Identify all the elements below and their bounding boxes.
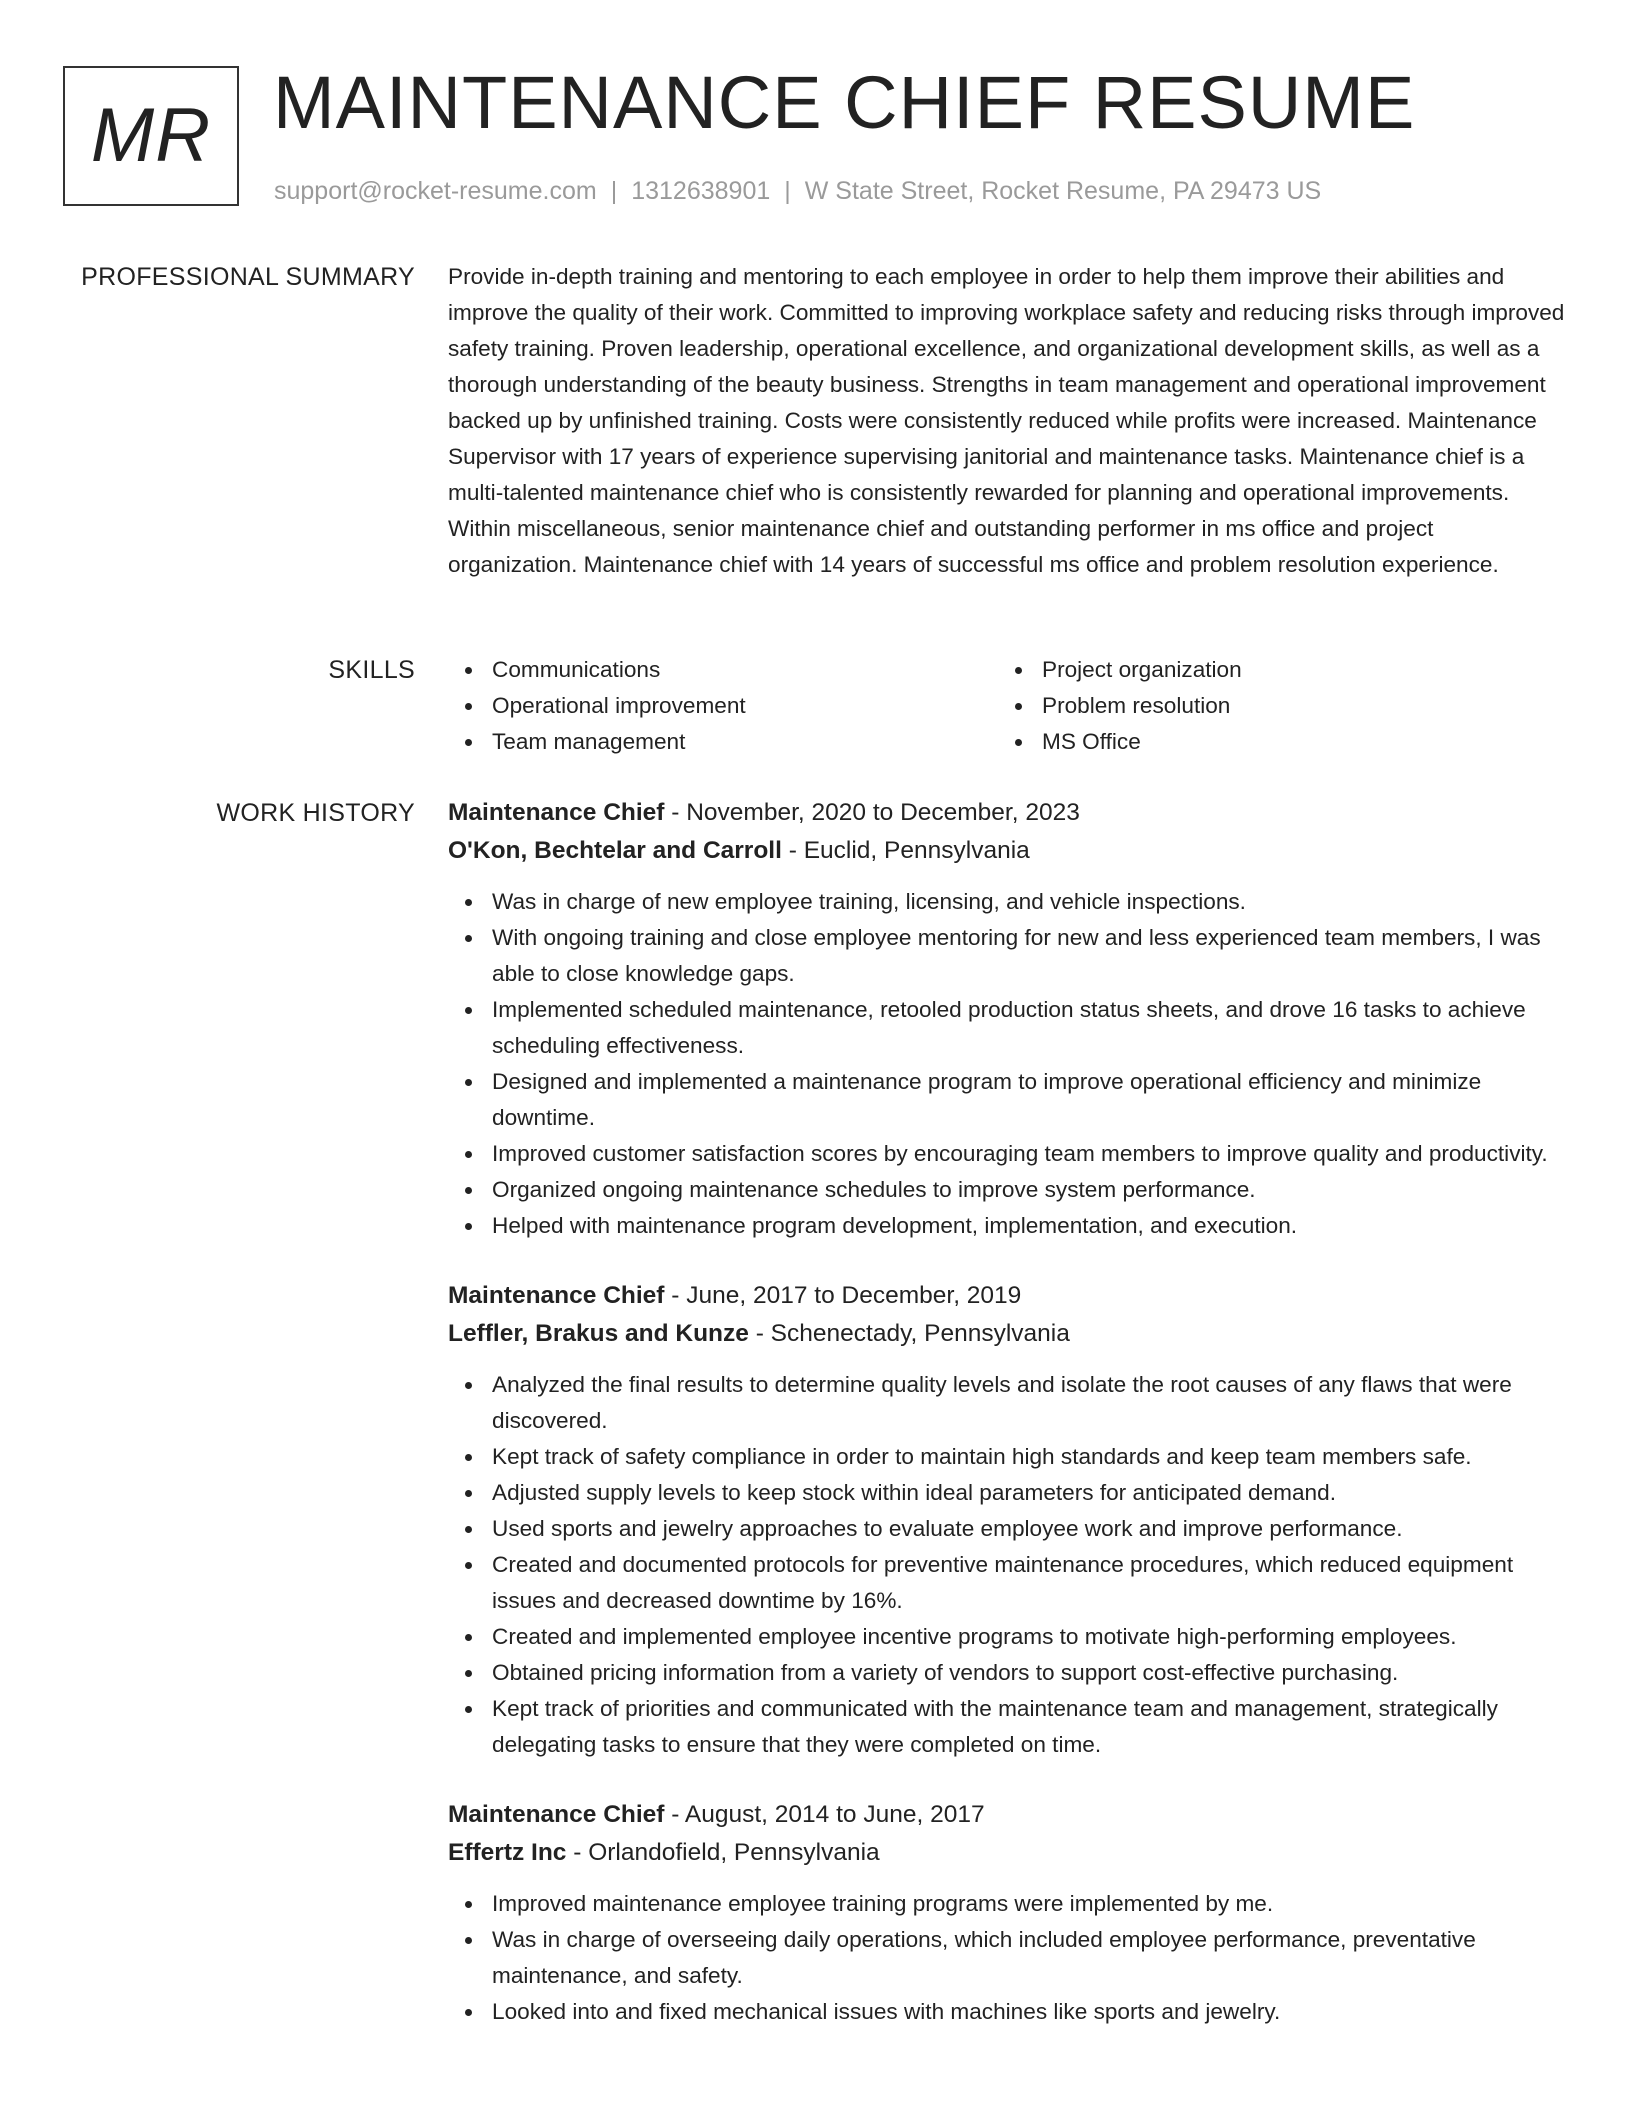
skill-item: Communications <box>448 652 998 688</box>
job-bullet: Improved maintenance employee training programs were implemented by me. <box>448 1886 1568 1922</box>
job-title-line <box>448 1796 1568 1834</box>
job-bullet: Was in charge of new employee training, licensing, and vehicle inspections. <box>448 884 1568 920</box>
job-bullets <box>448 1886 1568 2030</box>
skill-item: Operational improvement <box>448 688 998 724</box>
job-bullet: Kept track of priorities and communicated with the maintenance team and management, strategically delegating tasks to ensure that they were completed on time. <box>448 1691 1568 1763</box>
job-bullet: Used sports and jewelry approaches to evaluate employee work and improve performance. <box>448 1511 1568 1547</box>
contact-address: W State Street, Rocket Resume, PA 29473 US <box>804 177 1322 205</box>
skill-item: Problem resolution <box>998 688 1548 724</box>
contact-separator: | <box>784 177 791 205</box>
work-history-heading: WORK HISTORY <box>216 799 415 827</box>
job-company: Leffler, Brakus and Kunze <box>448 1320 749 1347</box>
job-bullet: Kept track of safety compliance in order to maintain high standards and keep team members safe. <box>448 1439 1568 1475</box>
job-bullets <box>448 1367 1568 1763</box>
job-entry <box>448 1796 1568 2030</box>
job-company: Effertz Inc <box>448 1839 567 1866</box>
job-title: Maintenance Chief <box>448 1282 665 1309</box>
job-entry <box>448 794 1568 1244</box>
job-company-line <box>448 1834 1568 1872</box>
job-bullet: Improved customer satisfaction scores by encouraging team members to improve quality and productivity. <box>448 1136 1568 1172</box>
job-company-line <box>448 1315 1568 1353</box>
job-title: Maintenance Chief <box>448 1801 665 1828</box>
job-bullet: Looked into and fixed mechanical issues with machines like sports and jewelry. <box>448 1994 1568 2030</box>
skills-grid <box>448 652 1568 760</box>
monogram-initials: MR <box>90 93 212 178</box>
job-bullet: Analyzed the final results to determine quality levels and isolate the root causes of any flaws that were discovered. <box>448 1367 1568 1439</box>
job-title-line <box>448 1277 1568 1315</box>
job-bullet: With ongoing training and close employee mentoring for new and less experienced team members, I was able to close knowledge gaps. <box>448 920 1568 992</box>
skills-column-left <box>448 652 998 760</box>
job-dates: - June, 2017 to December, 2019 <box>664 1282 1022 1309</box>
job-location: - Orlandofield, Pennsylvania <box>566 1839 880 1866</box>
job-location: - Euclid, Pennsylvania <box>781 837 1030 864</box>
skill-item: MS Office <box>998 724 1548 760</box>
job-bullet: Created and implemented employee incentive programs to motivate high-performing employees. <box>448 1619 1568 1655</box>
contact-email[interactable]: support@rocket-resume.com <box>274 177 597 205</box>
job-entry <box>448 1277 1568 1763</box>
contact-phone[interactable]: 1312638901 <box>631 177 771 205</box>
skill-item: Team management <box>448 724 998 760</box>
job-bullet: Helped with maintenance program development, implementation, and execution. <box>448 1208 1568 1244</box>
work-history-body <box>448 794 1568 2063</box>
job-title: Maintenance Chief <box>448 799 665 826</box>
monogram-box <box>63 66 239 206</box>
job-bullets <box>448 884 1568 1244</box>
job-bullet: Implemented scheduled maintenance, retooled production status sheets, and drove 16 tasks to achieve scheduling effectiveness. <box>448 992 1568 1064</box>
job-bullet: Adjusted supply levels to keep stock within ideal parameters for anticipated demand. <box>448 1475 1568 1511</box>
job-company: O'Kon, Bechtelar and Carroll <box>448 837 782 864</box>
job-bullet: Obtained pricing information from a variety of vendors to support cost-effective purchasing. <box>448 1655 1568 1691</box>
summary-body <box>448 259 1568 583</box>
skills-heading: SKILLS <box>328 656 415 684</box>
skill-item: Project organization <box>998 652 1548 688</box>
job-bullet: Designed and implemented a maintenance program to improve operational efficiency and minimize downtime. <box>448 1064 1568 1136</box>
resume-title: MAINTENANCE CHIEF RESUME <box>273 61 1416 144</box>
job-bullet: Organized ongoing maintenance schedules to improve system performance. <box>448 1172 1568 1208</box>
summary-heading: PROFESSIONAL SUMMARY <box>81 263 415 291</box>
job-title-line <box>448 794 1568 832</box>
skills-column-right <box>998 652 1548 760</box>
job-bullet: Was in charge of overseeing daily operations, which included employee performance, preventative maintenance, and safety. <box>448 1922 1568 1994</box>
job-company-line <box>448 832 1568 870</box>
contact-separator: | <box>610 177 618 205</box>
job-bullet: Created and documented protocols for preventive maintenance procedures, which reduced equipment issues and decreased downtime by 16%. <box>448 1547 1568 1619</box>
job-location: - Schenectady, Pennsylvania <box>748 1320 1070 1347</box>
skills-body <box>448 652 1568 760</box>
job-dates: - August, 2014 to June, 2017 <box>664 1801 985 1828</box>
job-dates: - November, 2020 to December, 2023 <box>664 799 1080 826</box>
contact-line <box>274 174 1321 208</box>
summary-text: Provide in-depth training and mentoring to each employee in order to help them improve their abilities and improve the quality of their work. Committed to improving workplace safety and reducing risks through improved safety training. Proven leadership, operational excellence, and organizational development skills, as well as a thorough understanding of the beauty business. Strengths in team management and operational improvement backed up by unfinished training. Costs were consistently reduced while profits were increased. Maintenance Supervisor with 17 years of experience supervising janitorial and maintenance tasks. Maintenance chief is a multi-talented maintenance chief who is consistently rewarded for planning and operational improvements. Within miscellaneous, senior maintenance chief and outstanding performer in ms office and project organization. Maintenance chief with 14 years of successful ms office and problem resolution experience. <box>448 264 1565 577</box>
